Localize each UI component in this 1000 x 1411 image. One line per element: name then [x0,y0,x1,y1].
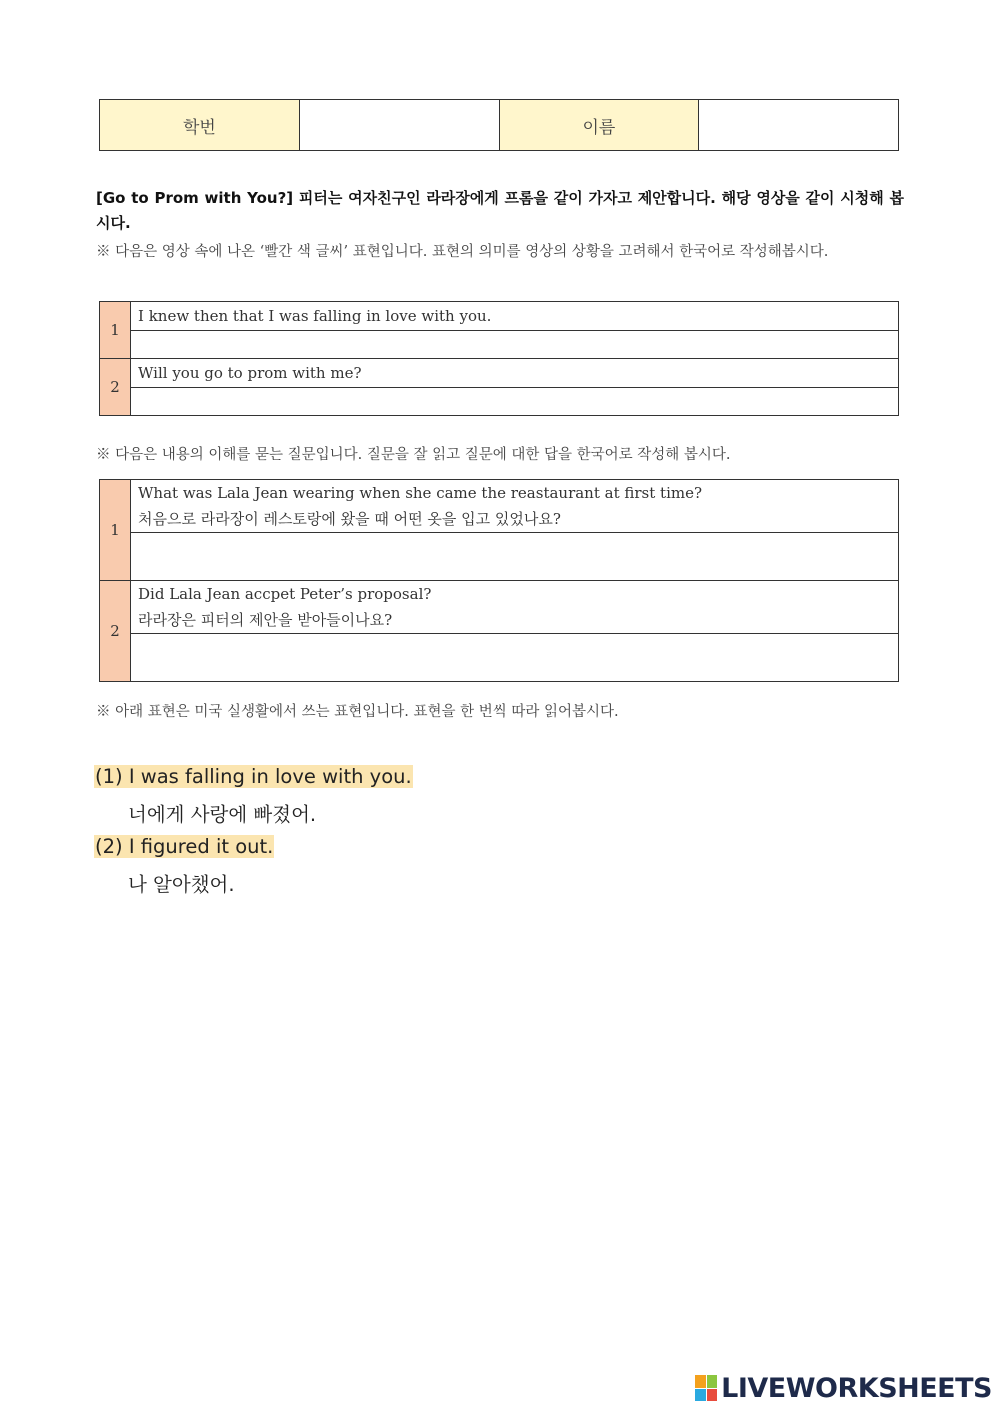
row-number: 2 [100,581,131,682]
logo-square [695,1389,706,1402]
expression-translation: 나 알아챘어. [128,873,235,896]
expression-phrase [94,763,413,791]
student-id-label: 학번 [100,100,300,151]
activity-title: [Go to Prom with You?] 피터는 여자친구인 라라장에게 프롬을 같이 가자고 제안합니다. 해당 영상을 같이 시청해 봅시다. [96,189,904,232]
answer-field[interactable] [131,388,899,416]
answer-field[interactable] [131,533,899,581]
expression-text: Will you go to prom with me? [131,359,899,388]
question-english: What was Lala Jean wearing when she came the reastaurant at first time? [138,484,703,502]
instruction-3: ※ 아래 표현은 미국 실생활에서 쓰는 표현입니다. 표현을 한 번씩 따라 읽어봅시다. [96,704,619,720]
student-id-field[interactable] [299,100,499,151]
answer-field[interactable] [131,331,899,359]
expression-table [99,301,899,416]
logo-text: LIVEWORKSHEETS [721,1372,992,1404]
row-number: 2 [100,359,131,416]
question-cell [131,581,899,634]
row-number: 1 [100,480,131,581]
question-korean: 처음으로 라라장이 레스토랑에 왔을 때 어떤 옷을 입고 있었나요? [138,510,561,528]
highlighted-phrase: (1) I was falling in love with you. [95,765,412,788]
logo-square [707,1375,718,1388]
answer-field[interactable] [131,634,899,682]
liveworksheets-logo [695,1373,992,1403]
name-label: 이름 [499,100,699,151]
question-korean: 라라장은 피터의 제안을 받아들이나요? [138,611,393,629]
question-english: Did Lala Jean accpet Peter’s proposal? [138,585,432,603]
name-field[interactable] [699,100,899,151]
logo-icon [695,1375,717,1401]
expression-translation: 너에게 사랑에 빠졌어. [128,803,317,826]
student-info-table [99,99,899,151]
instruction-1: ※ 다음은 영상 속에 나온 ‘빨간 색 글씨’ 표현입니다. 표현의 의미를 영상의 상황을 고려해서 한국어로 작성해봅시다. [96,244,829,260]
instruction-2: ※ 다음은 내용의 이해를 묻는 질문입니다. 질문을 잘 읽고 질문에 대한 답을 한국어로 작성해 봅시다. [96,447,731,463]
logo-square [695,1375,706,1388]
row-number: 1 [100,302,131,359]
expression-text: I knew then that I was falling in love with you. [131,302,899,331]
question-cell [131,480,899,533]
logo-square [707,1389,718,1402]
highlighted-phrase: (2) I figured it out. [95,835,274,858]
question-table [99,479,899,682]
expression-phrase [94,833,274,861]
